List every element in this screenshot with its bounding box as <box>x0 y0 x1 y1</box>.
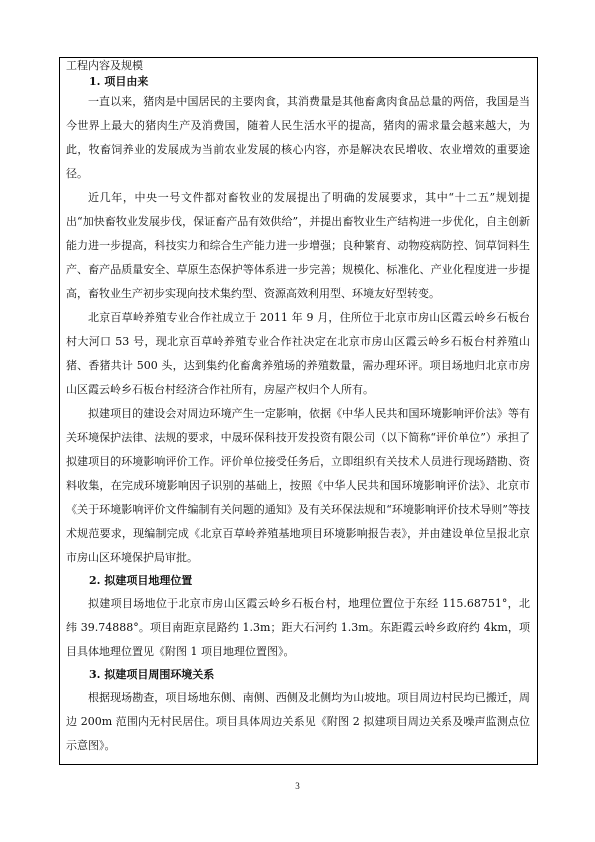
heading-geographic-location: 2. 拟建项目地理位置 <box>89 574 193 587</box>
page-number: 3 <box>295 781 300 791</box>
document-body <box>66 58 530 758</box>
section-header: 工程内容及规模 <box>66 59 143 72</box>
paragraph: 一直以来，猪肉是中国居民的主要肉食，其消费量是其他畜禽肉食品总量的两倍，我国是当今世界上最大的猪肉生产及消费国，随着人民生活水平的提高，猪肉的需求量会越来越大，为此，牧畜饲养业的发展成为当前农业发展的核心内容，亦是解决农民增收、农业增效的重要途径。 <box>66 95 530 180</box>
paragraph: 拟建项目的建设会对周边环境产生一定影响，依据《中华人民共和国环境影响评价法》等有关环境保护法律、法规的要求，中晟环保科技开发投资有限公司（以下简称“评价单位”）承担了拟建项目的环境影响评价工作。评价单位接受任务后，立即组织有关技术人员进行现场踏勘、资料收集，在完成环境影响因子识别的基础上，按照《中华人民共和国环境影响评价法》、北京市《关于环境影响评价文件编制有关问题的通知》及有关环保法规和“环境影响评价技术导则”等技术规范要求，现编制完成《北京百草岭养殖基地项目环境影响报告表》，并由建设单位呈报北京市房山区环境保护局审批。 <box>66 407 530 564</box>
paragraph: 根据现场勘查，项目场地东侧、南侧、西侧及北侧均为山坡地。项目周边村民均已搬迁，周边 200m 范围内无村民居住。项目具体周边关系见《附图 2 拟建项目周边关系及噪声监测点位示意图》。 <box>66 691 530 752</box>
heading-project-origin: 1. 项目由来 <box>89 75 149 88</box>
paragraph: 拟建项目场地位于北京市房山区霞云岭乡石板台村，地理位置位于东经 115.68751°，北纬 39.74888°。项目南距京昆路约 1.3m；距大石河约 1.3m。东距霞云岭乡政府约 4km，项目具体地理位置见《附图 1 项目地理位置图》。 <box>66 597 530 658</box>
heading-surrounding-environment: 3. 拟建项目周围环境关系 <box>89 668 215 681</box>
paragraph: 北京百草岭养殖专业合作社成立于 2011 年 9 月，住所位于北京市房山区霞云岭乡石板台村大河口 53 号，现北京百草岭养殖专业合作社决定在北京市房山区霞云岭乡石板台村养殖山猪、香猪共计 500 头，达到集约化畜禽养殖场的养殖数量，需办理环评。项目场地归北京市房山区霞云岭乡石板台村经济合作社所有，房屋产权归个人所有。 <box>66 311 530 396</box>
paragraph: 近几年，中央一号文件都对畜牧业的发展提出了明确的发展要求，其中“十二五”规划提出“加快畜牧业发展步伐，保证畜产品有效供给”，并提出畜牧业生产结构进一步优化，自主创新能力进一步提高，科技实力和综合生产能力进一步增强；良种繁育、动物疫病防控、饲草饲料生产、畜产品质量安全、草原生态保护等体系进一步完善；规模化、标准化、产业化程度进一步提高，畜牧业生产初步实现向技术集约型、资源高效利用型、环境友好型转变。 <box>66 191 530 300</box>
